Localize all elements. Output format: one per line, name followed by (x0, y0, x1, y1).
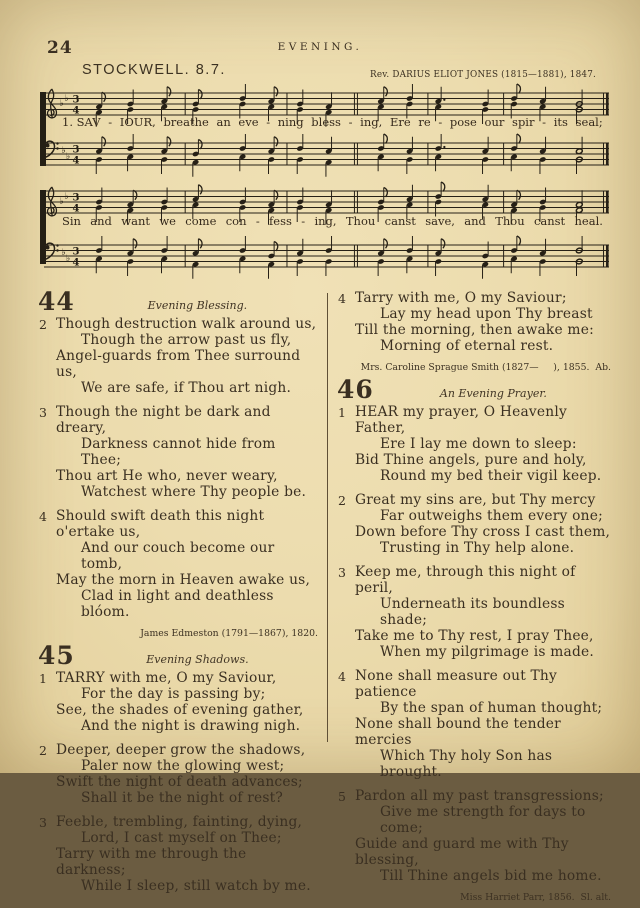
eighth-flag (198, 239, 202, 249)
hymn-44-verse-4 (38, 508, 320, 620)
flat-icon: ♭ (66, 254, 71, 264)
hymn-46-verse-3 (337, 564, 613, 660)
lyric-syllable: heal. (574, 214, 603, 228)
verse-line: Trusting in Thy help alone. (380, 540, 575, 556)
time-signature: 3 (72, 94, 80, 106)
flat-icon: ♭ (66, 152, 71, 162)
lyric-syllable: want (121, 214, 150, 228)
verse-line: And the night is drawing nigh. (81, 718, 301, 734)
attribution-line: James Edmeston (1791—1867), 1820. (140, 628, 318, 639)
hymn-46-verse-4 (337, 668, 613, 780)
attribution-line: Mrs. Caroline Sprague Smith (1827— ), 1855. Ab. (360, 362, 611, 373)
hymn-cont-verse-4 (337, 290, 613, 354)
flat-icon: ♭ (64, 192, 69, 202)
verse-line: Guide and guard me with Thy blessing, (355, 836, 569, 868)
hymn-46-header (337, 375, 613, 404)
final-barline (606, 191, 609, 213)
time-signature: 4 (72, 203, 80, 215)
hymn-44-header (38, 287, 320, 316)
lyric-syllable: an (216, 115, 231, 129)
eighth-flag (133, 239, 137, 249)
verse-number: 4 (39, 509, 47, 524)
flat-icon: ♭ (59, 99, 64, 109)
hymn-44-verse-3 (38, 404, 320, 500)
verse-line: Shall it be the night of rest? (81, 790, 284, 806)
lyric-syllable: save, (425, 214, 455, 228)
verse-line: TARRY with me, O my Saviour, (56, 670, 277, 686)
time-signature: 3 (72, 192, 80, 204)
verse-line: Till the morning, then awake me: (355, 322, 594, 338)
lyric-syllable: seal; (575, 115, 603, 129)
verse-line: And our couch become our tomb, (81, 540, 275, 572)
verse-line: Though destruction walk around us, (56, 316, 317, 332)
flat-icon: ♭ (61, 146, 66, 156)
time-signature: 4 (72, 105, 80, 117)
bass-clef-dot (56, 244, 58, 246)
verse-number: 4 (338, 669, 346, 684)
verse-line: Clad in light and deathless blóom. (81, 588, 274, 620)
verse-line: While I sleep, still watch by me. (81, 878, 311, 894)
lyric-syllable: Thou (345, 214, 376, 228)
eighth-flag (441, 239, 445, 249)
time-signature: 3 (72, 246, 80, 258)
eighth-flag (517, 190, 521, 200)
final-barline (606, 143, 609, 165)
verse-line: None shall bound the tender mercies (355, 716, 561, 748)
time-signature: 3 (72, 144, 80, 156)
eighth-flag (133, 190, 137, 200)
lyric-syllable: Ere (389, 115, 411, 129)
eighth-flag (198, 90, 202, 100)
lyric-syllable: 1. SAV (62, 115, 101, 129)
verse-line: Pardon all my past transgressions; (355, 788, 604, 804)
lyric-syllable: IOUR, (119, 115, 156, 129)
bass-clef-icon (45, 141, 55, 157)
eighth-flag (102, 137, 106, 147)
verse-line: HEAR my prayer, O Heavenly Father, (355, 404, 567, 436)
eighth-flag (102, 92, 106, 102)
verse-number: 2 (39, 743, 47, 758)
hymn-title: An Evening Prayer. (439, 387, 547, 400)
final-barline (606, 93, 609, 115)
staff-bass-line1 (40, 134, 612, 174)
verse-line: Give me strength for days to come; (380, 804, 586, 836)
eighth-flag (198, 140, 202, 150)
eighth-flag (198, 185, 202, 195)
verse-line: For the day is passing by; (81, 686, 266, 702)
lyrics-line-2 (62, 214, 603, 229)
hymn-44-verse-2 (38, 316, 320, 396)
verse-line: Deeper, deeper grow the shadows, (56, 742, 306, 758)
flat-icon: ♭ (61, 248, 66, 258)
verse-line: Darkness cannot hide from Thee; (81, 436, 276, 468)
bass-clef-dot (56, 249, 58, 251)
running-head: EVENING. (277, 41, 363, 53)
eighth-flag (441, 182, 445, 192)
hymn-number: 44 (38, 287, 75, 316)
verse-line: Angel-guards from Thee surround us, (56, 348, 301, 380)
verse-number: 3 (338, 565, 346, 580)
verse-line: Though the night be dark and dreary, (56, 404, 271, 436)
lyric-syllable: pose (449, 115, 477, 129)
lyric-syllable: canst (533, 214, 566, 228)
eighth-flag (384, 134, 388, 144)
eighth-flag (517, 134, 521, 144)
time-signature: 4 (72, 155, 80, 167)
left-text-column (38, 287, 320, 902)
bass-clef-dot (56, 147, 58, 149)
verse-line: Underneath its boundless shade; (380, 596, 565, 628)
hymn-45-verse-1 (38, 670, 320, 734)
eighth-flag (167, 87, 171, 97)
lyric-syllable: its (553, 115, 568, 129)
verse-line: Ere I lay me down to sleep: (380, 436, 577, 452)
lyric-syllable: eve (238, 115, 259, 129)
column-divider (327, 293, 328, 742)
final-barline (606, 245, 609, 267)
flat-icon: ♭ (64, 94, 69, 104)
eighth-flag (274, 137, 278, 147)
verse-line: Paler now the glowing west; (81, 758, 285, 774)
eighth-flag (384, 188, 388, 198)
hymn-title: Evening Blessing. (147, 299, 248, 312)
lyric-syllable: con (225, 214, 247, 228)
verse-line: Tarry with me through the darkness; (56, 846, 247, 878)
augmentation-dot (443, 99, 445, 101)
verse-number: 2 (338, 493, 346, 508)
verse-number: 1 (39, 671, 47, 686)
eighth-flag (384, 87, 388, 97)
verse-number: 1 (338, 405, 346, 420)
verse-line: Swift the night of death advances; (56, 774, 303, 790)
verse-line: By the span of human thought; (380, 700, 603, 716)
lyric-syllable: bless (311, 115, 341, 129)
verse-line: Keep me, through this night of peril, (355, 564, 576, 596)
hymn-45-verse-3 (38, 814, 320, 894)
verse-line: We are safe, if Thou art nigh. (81, 380, 292, 396)
verse-line: Down before Thy cross I cast them, (355, 524, 611, 540)
eighth-flag (517, 236, 521, 246)
verse-line: Round my bed their vigil keep. (380, 468, 602, 484)
lyric-hyphen: - (301, 214, 306, 228)
verse-line: Watchest where Thy people be. (81, 484, 307, 500)
verse-line: Lord, I cast myself on Thee; (81, 830, 282, 846)
verse-line: Lay my head upon Thy breast (380, 306, 593, 322)
verse-line: Take me to Thy rest, I pray Thee, (355, 628, 594, 644)
hymn-number: 46 (337, 375, 374, 404)
verse-line: Which Thy holy Son has brought. (380, 748, 553, 780)
lyric-hyphen: - (108, 115, 113, 129)
lyric-syllable: ing, (314, 214, 337, 228)
lyric-hyphen: - (266, 115, 271, 129)
eighth-flag (167, 137, 171, 147)
verse-line: Should swift death this night o'ertake us, (56, 508, 265, 540)
eighth-flag (384, 239, 388, 249)
lyric-syllable: ning (277, 115, 304, 129)
eighth-flag (517, 84, 521, 94)
right-text-column (337, 290, 613, 908)
lyric-syllable: ing, (360, 115, 383, 129)
lyric-syllable: our (484, 115, 505, 129)
hymn-46-verse-2 (337, 492, 613, 556)
verse-line: Tarry with me, O my Saviour; (355, 290, 567, 306)
verse-line: Though the arrow past us fly, (81, 332, 292, 348)
hymn-46-verse-5 (337, 788, 613, 884)
verse-number: 3 (39, 815, 47, 830)
composer-credit: Rev. DARIUS ELIOT JONES (1815—1881), 1847. (370, 70, 596, 80)
bass-clef-dot (56, 142, 58, 144)
verse-line: Morning of eternal rest. (380, 338, 554, 354)
verse-line: Thou art He who, never weary, (56, 468, 278, 484)
eighth-flag (274, 87, 278, 97)
verse-line: See, the shades of evening gather, (56, 702, 304, 718)
lyric-syllable: and (464, 214, 486, 228)
verse-line: When my pilgrimage is made. (380, 644, 594, 660)
lyric-syllable: canst (384, 214, 416, 228)
verse-line: None shall measure out Thy patience (355, 668, 558, 700)
lyric-syllable: Sin (62, 214, 81, 228)
verse-number: 4 (338, 291, 346, 306)
lyric-hyphen: - (438, 115, 443, 129)
verse-line: Far outweighs them every one; (380, 508, 603, 524)
bass-clef-icon (45, 243, 55, 259)
verse-line: Feeble, trembling, fainting, dying, (56, 814, 303, 830)
augmentation-dot (443, 146, 445, 148)
verse-number: 3 (39, 405, 47, 420)
time-signature: 4 (72, 257, 80, 269)
lyric-syllable: and (90, 214, 112, 228)
lyric-syllable: come (185, 214, 217, 228)
hymn-46-verse-1 (337, 404, 613, 484)
lyric-hyphen: - (542, 115, 547, 129)
lyric-syllable: fess (269, 214, 292, 228)
staff-bass-line2 (40, 236, 612, 276)
verse-line: Till Thine angels bid me home. (380, 868, 602, 884)
verse-line: Bid Thine angels, pure and holy, (355, 452, 587, 468)
hymn-number: 45 (38, 641, 75, 670)
eighth-flag (274, 190, 278, 200)
lyric-syllable: re (418, 115, 431, 129)
lyric-syllable: spir (512, 115, 535, 129)
hymn-45-header (38, 641, 320, 670)
eighth-flag (274, 242, 278, 252)
attribution-line: Miss Harriet Parr, 1856. Sl. alt. (460, 892, 611, 903)
verse-line: May the morn in Heaven awake us, (56, 572, 311, 588)
lyric-syllable: breathe (163, 115, 209, 129)
hymn-45-verse-2 (38, 742, 320, 806)
verse-number: 2 (39, 317, 47, 332)
verse-line: Great my sins are, but Thy mercy (355, 492, 596, 508)
verse-number: 5 (338, 789, 346, 804)
page-number: 24 (47, 38, 73, 58)
lyric-syllable: we (159, 214, 176, 228)
hymn-title: Evening Shadows. (146, 653, 249, 666)
tune-title: STOCKWELL. 8.7. (82, 62, 226, 78)
lyric-hyphen: - (348, 115, 353, 129)
lyric-syllable: Thou (495, 214, 525, 228)
flat-icon: ♭ (59, 197, 64, 207)
lyrics-line-1 (62, 115, 603, 130)
lyric-hyphen: - (255, 214, 260, 228)
